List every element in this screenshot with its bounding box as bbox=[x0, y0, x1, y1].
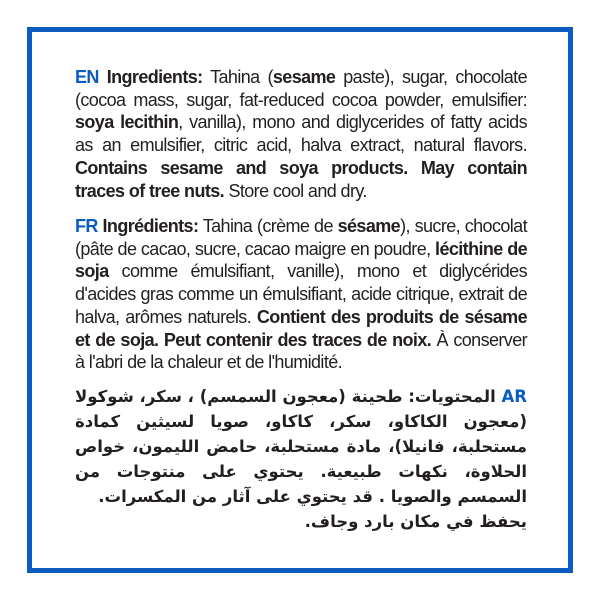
en-segment: , vanilla), mono and diglycerides of fatty acids as an emulsifier, citric acid, halva extract, natural flavors. bbox=[75, 112, 527, 156]
en-storage: Store cool and dry. bbox=[224, 180, 367, 201]
fr-segment: Ingrédients: bbox=[97, 216, 199, 236]
ingredients-en bbox=[75, 66, 527, 202]
en-allergen-warning: Contains sesame and soya products. May contain traces of tree nuts. bbox=[75, 157, 527, 201]
ingredients-ar bbox=[75, 384, 527, 534]
en-segment: Tahina ( bbox=[202, 67, 273, 87]
en-segment: Ingredients: bbox=[98, 67, 203, 87]
fr-segment: ), sucre, chocolat (pâte de cacao, sucre, cacao maigre en poudre, bbox=[75, 216, 527, 259]
fr-segment: comme émulsifiant, vanille), mono et diglycérides d'acides gras comme un émulsifiant, acide citrique, extrait de halva, arômes naturels. bbox=[75, 261, 527, 327]
language-code-en: EN bbox=[75, 67, 99, 87]
en-segment: sesame bbox=[272, 67, 336, 87]
ar-ingredients-text: المحتويات: طحينة (معجون السمسم) ، سكر، شوكولا (معجون الكاكاو، سكر، كاكاو، صويا لسيثين كمادة مستحلبة، فانيلا)، مادة مستحلبة، حامض الليمون، خواص الحلاوة، نكهات طبيعية. يحتوي على منتوجات من السمسم والصويا . قد يحتوي على آثار من المكسرات. bbox=[75, 387, 527, 506]
language-code-fr: FR bbox=[75, 216, 98, 236]
fr-segment: lécithine de soja bbox=[75, 238, 528, 282]
ar-storage: يحفظ في مكان بارد وجاف. bbox=[304, 512, 527, 531]
en-segment: paste), sugar, chocolate (cocoa mass, sugar, fat-reduced cocoa powder, emulsifier: bbox=[75, 67, 527, 110]
ingredients-fr bbox=[75, 215, 527, 374]
fr-segment: Tahina (crème de bbox=[198, 216, 338, 236]
fr-segment: sésame bbox=[337, 216, 401, 236]
fr-storage: À conserver à l'abri de la chaleur et de l'humidité. bbox=[75, 329, 528, 373]
en-segment: soya lecithin bbox=[75, 112, 179, 133]
language-code-ar: AR bbox=[501, 387, 527, 406]
fr-allergen-warning: Contient des produits de sésame et de soja. Peut contenir des traces de noix. bbox=[75, 306, 527, 350]
